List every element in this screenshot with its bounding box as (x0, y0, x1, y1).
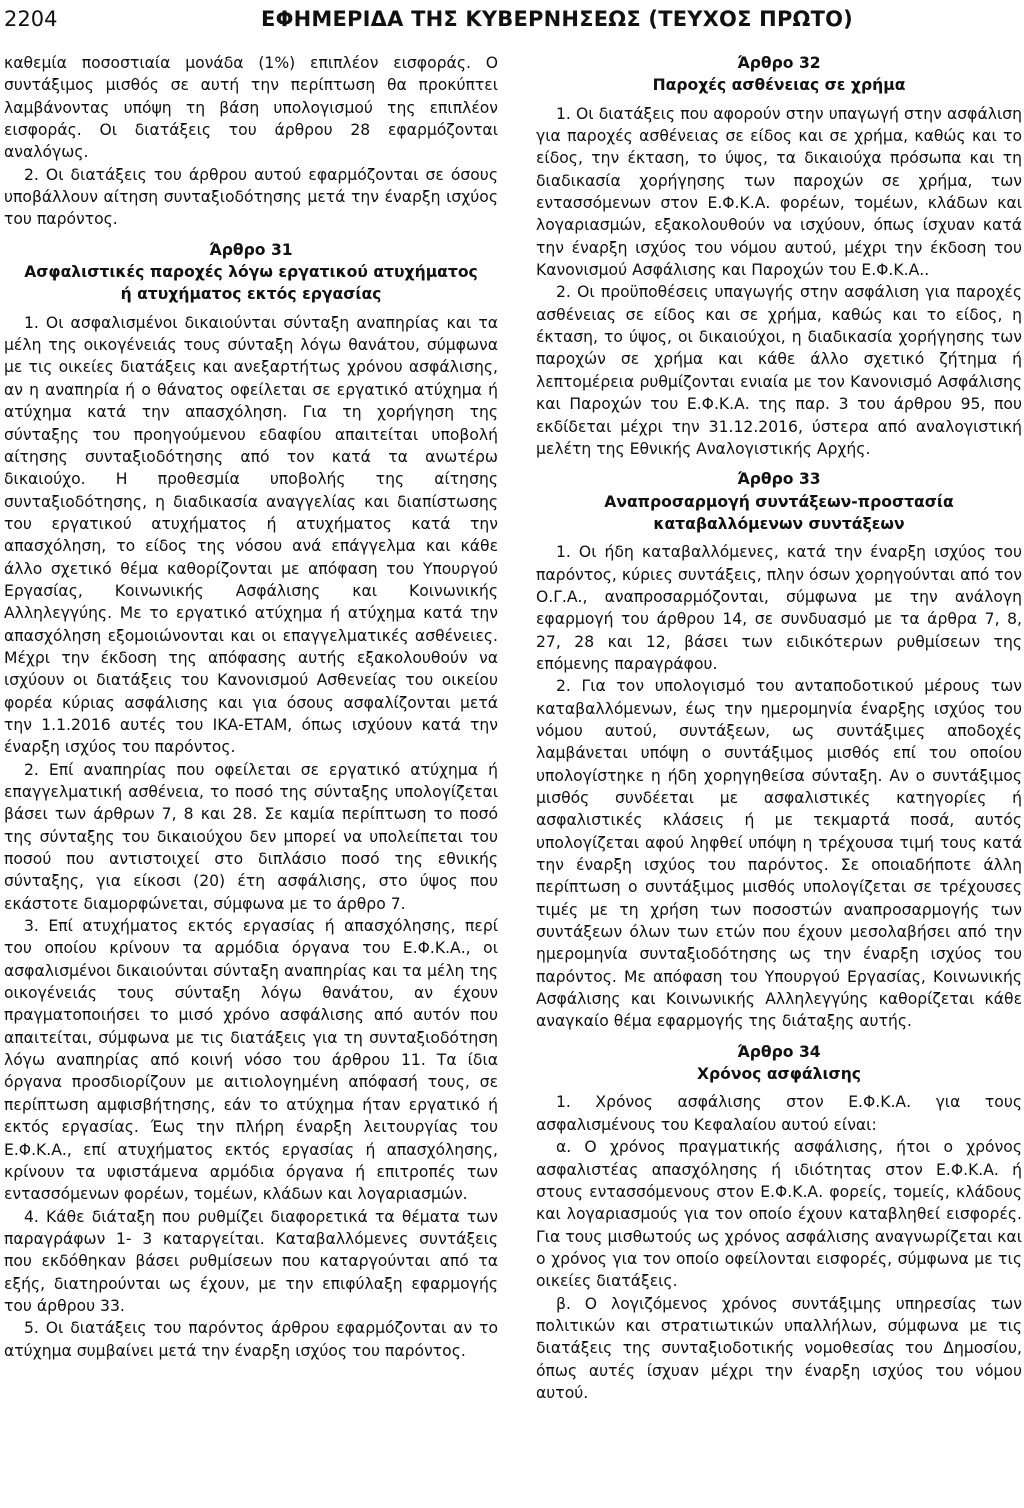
article-31-paragraph-5: 5. Οι διατάξεις του παρόντος άρθρου εφαρμόζονται αν το ατύχημα συμβαίνει μετά την έναρξη ισχύος του παρόντος. (4, 1319, 498, 1360)
article-33-paragraph-1: 1. Οι ήδη καταβαλλόμενες, κατά την έναρξη ισχύος του παρόντος, κύριες συντάξεις, πλην όσων χορηγούνται από τον Ο.Γ.Α., αναπροσαρμόζονται, σύμφωνα με την ανάλογη εφαρμογή του άρθρου 14, σε συνδυασμό με τα άρθρα 7, 8, 27, 28 και 12, βάσει των ειδικότερων ρυθμίσεων της επόμενης παραγράφου. (536, 543, 1022, 673)
article-33-paragraph-2: 2. Για τον υπολογισμό του ανταποδοτικού μέρους των καταβαλλόμενων, έως την ημερομηνία έναρξης ισχύος του νόμου αυτού, συντάξεων, ως συντάξιμες αποδοχές λαμβάνεται υπόψη ο συντάξιμος μισθός επί του οποίου υπολογίστηκε η ήδη χορηγηθείσα σύνταξη. Αν ο συντάξιμος μισθός συνδέεται με ασφαλιστικές κατηγορίες ή ασφαλιστικές κλάσεις ή με τεκμαρτά ποσά, αυτός υπολογίζεται αφού ληφθεί υπόψη η τρέχουσα τιμή τους κατά την έναρξη ισχύος του παρόντος. Σε οποιαδήποτε άλλη περίπτωση ο συντάξιμος μισθός υπολογίζεται σε τρέχουσες τιμές με τη χρήση των ποσοστών αναπροσαρμογής των συντάξεων όλων των ετών που έχουν μεσολαβήσει από την ημερομηνία συνταξιοδότησης ως την έναρξη ισχύος του παρόντος. Με απόφαση του Υπουργού Εργασίας, Κοινωνικής Ασφάλισης και Κοινωνικής Αλληλεγγύης καθορίζεται κάθε αναγκαίο θέμα εφαρμογής της διάταξης αυτής. (536, 677, 1022, 1031)
article-32-number: Άρθρο 32 (737, 54, 821, 72)
page-number: 2204 (4, 7, 58, 31)
article-34-title: Χρόνος ασφάλισης (696, 1065, 862, 1084)
article-32-title: Παροχές ασθένειας σε χρήμα (652, 76, 906, 95)
article-34-paragraph-1: 1. Χρόνος ασφάλισης στον Ε.Φ.Κ.Α. για τους ασφαλισμένους του Κεφαλαίου αυτού είναι: (536, 1093, 1022, 1134)
article-34-heading (536, 1041, 1022, 1086)
article-32-paragraph-2: 2. Οι προϋποθέσεις υπαγωγής στην ασφάλιση για παροχές ασθένειας σε είδος και σε χρήμα, καθώς και το είδος, η έκταση, το ύψος, οι δικαιούχοι, η διαδικασία χορήγησης των παροχών σε χρήμα και κάθε άλλο σχετικό ζήτημα ή λεπτομέρεια ρυθμίζονται ενιαία με τον Κανονισμό Ασφάλισης και Παροχών του Ε.Φ.Κ.Α. της παρ. 3 του άρθρου 95, που εκδίδεται μέχρι την 31.12.2016, ύστερα από αναλογιστική μελέτη της Εθνικής Αναλογιστικής Αρχής. (536, 283, 1022, 458)
article-33-title-line-1: Αναπροσαρμογή συντάξεων-προστασία (604, 492, 954, 511)
article-32-paragraph-1: 1. Οι διατάξεις που αφορούν στην υπαγωγή στην ασφάλιση για παροχές ασθένειας σε είδος και σε χρήμα, καθώς και το είδος, την έκταση, το ύψος, τα δικαιούχα πρόσωπα και τη διαδικασία χορήγησης των παροχών σε χρήμα, των εντασσόμενων στον Ε.Φ.Κ.Α. φορέων, τομέων, κλάδων και λογαριασμών, εξακολουθούν να ισχύουν, όπως ίσχυαν κατά την έναρξη ισχύος του νόμου αυτού, μέχρι την έκδοση του Κανονισμού Ασφάλισης και Παροχών του Ε.Φ.Κ.Α.. (536, 104, 1022, 280)
article-34-number: Άρθρο 34 (737, 1042, 821, 1061)
article-31-paragraph-3: 3. Επί ατυχήματος εκτός εργασίας ή απασχόλησης, περί του οποίου κρίνουν τα αρμόδια όργανα του Ε.Φ.Κ.Α., οι ασφαλισμένοι δικαιούνται σύνταξη αναπηρίας και τα μέλη της οικογένειάς τους σύνταξη λόγω θανάτου, αν έχουν πραγματοποιήσει το μισό χρόνο ασφάλισης από αυτόν που απαιτείται, σύμφωνα με τις διατάξεις για τη συνταξιοδότηση λόγω αναπηρίας από κοινή νόσο του άρθρου 11. Τα ίδια όργανα προσδιορίζουν με αιτιολογημένη απόφασή τους, σε περίπτωση αμφισβήτησης, εάν το ατύχημα ήταν εργατικό ή εκτός εργασίας. Έως την πλήρη έναρξη λειτουργίας του Ε.Φ.Κ.Α., επί ατυχήματος εκτός εργασίας ή απασχόλησης, κρίνουν τα υφιστάμενα αρμόδια όργανα ή επιτροπές των εντασσόμενων φορέων, τομέων, κλάδων και λογαριασμών. (4, 917, 498, 1204)
article-31-paragraph-2: 2. Επί αναπηρίας που οφείλεται σε εργατικό ατύχημα ή επαγγελματική ασθένεια, το ποσό της σύνταξης υπολογίζεται βάσει των άρθρων 7, 8 και 28. Σε καμία περίπτωση το ποσό της σύνταξης του δικαιούχου δεν μπορεί να υπολείπεται του ποσού που αντιστοιχεί στο διπλάσιο ποσό της εθνικής σύνταξης, για είκοσι (20) έτη ασφάλισης, στο ύψος που εκάστοτε διαμορφώνεται, σύμφωνα με το άρθρο 7. (4, 760, 498, 913)
running-head (4, 6, 1020, 32)
article-31-number: Άρθρο 31 (209, 240, 293, 259)
journal-title: ΕΦΗΜΕΡΙΔΑ ΤΗΣ ΚΥΒΕΡΝΗΣΕΩΣ (ΤΕΥΧΟΣ ΠΡΩΤΟ) (261, 7, 853, 31)
paragraph-2: 2. Οι διατάξεις του άρθρου αυτού εφαρμόζονται σε όσους υποβάλλουν αίτηση συνταξιοδότησης μετά την έναρξη ισχύος του παρόντος. (4, 165, 498, 229)
article-31-title-line-2: ή ατυχήματος εκτός εργασίας (120, 285, 382, 304)
article-34-paragraph-b: β. Ο λογιζόμενος χρόνος συντάξιμης υπηρεσίας των πολιτικών και στρατιωτικών υπαλλήλων, σύμφωνα με τις διατάξεις της συνταξιοδοτικής νομοθεσίας του Δημοσίου, όπως αυτές ίσχυαν μέχρι την έναρξη ισχύος του νόμου αυτού. (536, 1294, 1022, 1402)
article-32-heading (536, 52, 1022, 97)
article-31-paragraph-4: 4. Κάθε διάταξη που ρυθμίζει διαφορετικά τα θέματα των παραγράφων 1- 3 καταργείται. Καταβαλλόμενες συντάξεις που εκδόθηκαν βάσει ρυθμίσεων που καταργούνται από τα εξής, διατηρούνται ως έχουν, με την επιφύλαξη εφαρμογής του άρθρου 33. (4, 1207, 498, 1315)
article-31-heading (4, 239, 498, 306)
article-33-title-line-2: καταβαλλόμενων συντάξεων (653, 514, 905, 533)
right-column (536, 52, 1022, 1404)
article-33-heading (536, 468, 1022, 535)
article-34-paragraph-a: α. Ο χρόνος πραγματικής ασφάλισης, ήτοι ο χρόνος ασφαλιστέας απασχόλησης ή ιδιότητας στον Ε.Φ.Κ.Α. ή στους εντασσόμενους στον Ε.Φ.Κ.Α. φορείς, τομείς, κλάδους και λογαριασμούς για τον οποίο έχουν καταβληθεί εισφορές. Για τους μισθωτούς ως χρόνος ασφάλισης αναγνωρίζεται και ο χρόνος για τον οποίο οφείλονται εισφορές, σύμφωνα με τις οικείες διατάξεις. (536, 1138, 1022, 1291)
continued-paragraph: καθεμία ποσοστιαία μονάδα (1%) επιπλέον εισφοράς. Ο συντάξιμος μισθός σε αυτή την περίπτωση θα προκύπτει λαμβάνοντας υπόψη τη βάση υπολογισμού της επιπλέον εισφοράς. Οι διατάξεις του άρθρου 28 εφαρμόζονται αναλόγως. (4, 54, 498, 162)
article-33-number: Άρθρο 33 (737, 470, 821, 489)
article-31-paragraph-1: 1. Οι ασφαλισμένοι δικαιούνται σύνταξη αναπηρίας και τα μέλη της οικογένειάς τους σύνταξη λόγω θανάτου, σύμφωνα με τις οικείες διατάξεις και ανεξαρτήτως χρόνου ασφάλισης, αν η αναπηρία ή ο θάνατος οφείλεται σε εργατικό ατύχημα ή ατύχημα κατά την απασχόληση. Για τη χορήγηση της σύνταξης του προηγούμενου εδαφίου απαιτείται υποβολή αίτησης συνταξιοδότησης από τον κατά τα ανωτέρω δικαιούχο. Η προθεσμία υποβολής της αίτησης συνταξιοδότησης, η διαδικασία αναγγελίας και διαπίστωσης του εργατικού ατυχήματος ή ατυχήματος κατά την απασχόληση, το είδος της νόσου ανά επάγγελμα και κάθε άλλο σχετικό θέμα καθορίζονται με απόφαση του Υπουργού Εργασίας, Κοινωνικής Ασφάλισης και Κοινωνικής Αλληλεγγύης. Με το εργατικό ατύχημα ή ατύχημα κατά την απασχόληση εξομοιώνονται και οι επαγγελματικές ασθένειες. Μέχρι την έκδοση της απόφασης αυτής εξακολουθούν να ισχύουν οι διατάξεις του Κανονισμού Ασθενείας του οικείου φορέα κύριας ασφάλισης και για όσους ασφαλίζονται μετά την 1.1.2016 αυτές του ΙΚΑ-ΕΤΑΜ, όπως ισχύουν κατά την έναρξη ισχύος του παρόντος. (4, 313, 498, 757)
left-column (4, 52, 498, 1362)
article-31-title-line-1: Ασφαλιστικές παροχές λόγω εργατικού ατυχήματος (24, 263, 478, 282)
